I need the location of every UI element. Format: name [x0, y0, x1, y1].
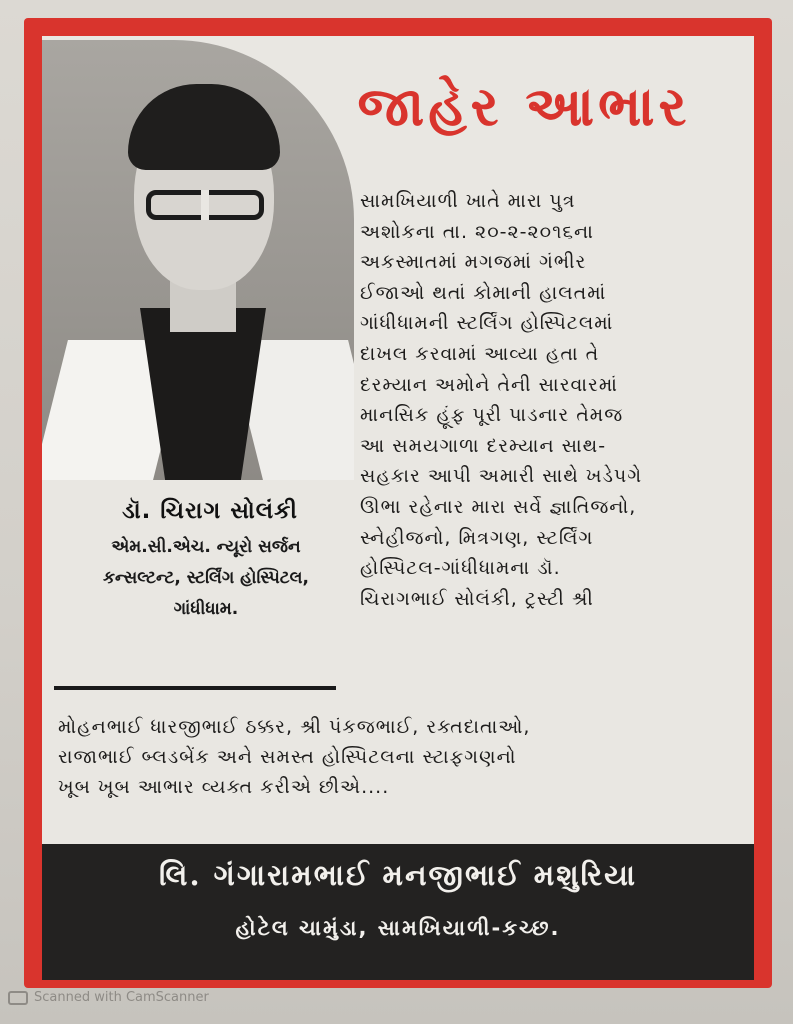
body-line: રાજાભાઈ બ્લડબેંક અને સમસ્ત હોસ્પિટલના સ્ટાફગણનો: [58, 746, 517, 768]
doctor-name: ડૉ. ચિરાગ સોલંકી: [122, 498, 298, 524]
scanner-watermark: [8, 990, 209, 1005]
divider-rule: [54, 686, 336, 690]
hair: [128, 84, 280, 170]
body-line: ઊભા રહેનાર મારા સર્વે જ્ઞાતિજનો,: [360, 495, 637, 518]
body-line: ગાંધીધામની સ્ટર્લિંગ હોસ્પિટલમાં: [360, 312, 614, 335]
camscanner-icon: [8, 991, 28, 1005]
body-line: આ સમયગાળા દરમ્યાન સાથ-: [360, 434, 607, 457]
signature-address: હોટેલ ચામુંડા, સામખિયાળી-કચ્છ.: [235, 916, 561, 940]
body-line: માનસિક હૂંફ પૂરી પાડનાર તેમજ: [360, 404, 624, 427]
body-line: સહકાર આપી અમારી સાથે ખડેપગે: [360, 465, 643, 488]
body-line: મોહનભાઈ ધારજીભાઈ ઠક્કર, શ્રી પંકજભાઈ, રક્તદાતાઓ,: [58, 716, 531, 738]
headline-title: જાહેર આભાર: [357, 74, 691, 138]
glasses-icon: [146, 190, 264, 220]
body-text-full: [58, 712, 748, 802]
body-line: અકસ્માતમાં મગજમાં ગંભીર: [360, 251, 587, 274]
body-line: ઈજાઓ થતાં કોમાની હાલતમાં: [360, 281, 607, 304]
signature-name: લિ. ગંગારામભાઈ મનજીભાઈ મશુરિયા: [159, 858, 637, 892]
body-line: અશોકના તા. ૨૦-૨-૨૦૧૬ના: [360, 220, 594, 243]
body-text-right: [360, 186, 746, 614]
doctor-desc-line: એમ.સી.એચ. ન્યૂરો સર્જન: [111, 537, 301, 557]
watermark-text: Scanned with CamScanner: [34, 990, 209, 1005]
body-line: હોસ્પિટલ-ગાંધીધામના ડૉ.: [360, 557, 561, 580]
doctor-desc-line: ગાંધીધામ.: [173, 599, 239, 619]
body-line: સ્નેહીજનો, મિત્રગણ, સ્ટર્લિંગ: [360, 526, 594, 549]
body-line: દાખલ કરવામાં આવ્યા હતા તે: [360, 342, 600, 365]
body-line: સામખિયાળી ખાતે મારા પુત્ર: [360, 190, 576, 212]
body-line: ખૂબ ખૂબ આભાર વ્યક્ત કરીએ છીએ....: [58, 776, 390, 798]
doctor-desc-line: કન્સલ્ટન્ટ, સ્ટર્લિંગ હોસ્પિટલ,: [103, 568, 309, 588]
body-line: દરમ્યાન અમોને તેની સારવારમાં: [360, 373, 618, 396]
advertisement-box: [42, 36, 754, 980]
body-line: ચિરાગભાઈ સોલંકી, ટ્રસ્ટી શ્રી: [360, 587, 594, 610]
doctor-description: [56, 532, 356, 625]
